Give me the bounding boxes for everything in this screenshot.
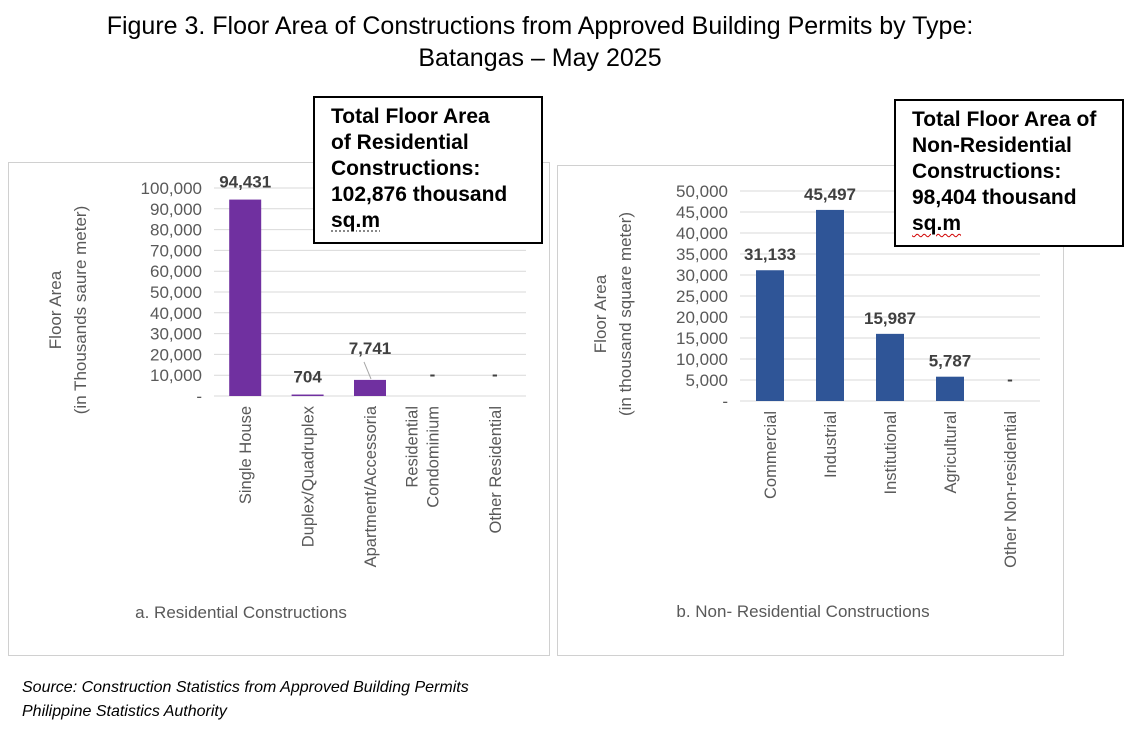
x-category-label-line: Single House — [237, 406, 256, 505]
callout-line: of Residential — [331, 131, 469, 154]
bar — [936, 377, 964, 401]
y-tick-label: 80,000 — [150, 220, 202, 240]
callout-line — [331, 208, 525, 234]
x-category-label-line: Institutional — [882, 411, 900, 495]
callout-unit: sq.m — [912, 212, 962, 235]
y-tick-label: 50,000 — [150, 283, 202, 302]
y-tick-label: 30,000 — [150, 324, 202, 344]
x-category-label — [1002, 411, 1020, 568]
callout-line: Total Floor Area of — [912, 108, 1097, 131]
x-category-label — [822, 411, 840, 478]
x-category-label-line: Agricultural — [942, 411, 960, 494]
callout-line: Constructions: — [912, 160, 1062, 183]
y-tick-label: 30,000 — [676, 266, 728, 285]
callout-line: 102,876 thousand — [331, 183, 508, 206]
x-category-label — [237, 406, 255, 504]
x-category-label-line: Residential — [403, 406, 422, 488]
callout-line: Total Floor Area — [331, 105, 490, 128]
x-category-label — [403, 406, 442, 508]
y-tick-label: 20,000 — [150, 345, 202, 365]
x-category-label — [300, 405, 318, 547]
data-label: 31,133 — [744, 245, 796, 265]
figure-title — [0, 10, 1080, 74]
y-tick-label: 90,000 — [150, 199, 202, 219]
bar — [816, 210, 844, 401]
y-axis-subtitle: (in thousand square meter) — [616, 211, 635, 417]
residential-total-callout — [313, 96, 543, 244]
x-category-label-line: Industrial — [822, 411, 840, 478]
x-category-label — [942, 411, 960, 494]
y-axis-title: Floor Area — [591, 274, 610, 354]
y-axis-subtitle: (in Thousands saure meter) — [71, 205, 90, 415]
x-category-label-line: Other Non-residential — [1002, 411, 1020, 568]
data-label: - — [1007, 370, 1013, 389]
y-tick-label: 10,000 — [150, 366, 202, 386]
y-tick-label: 100,000 — [140, 179, 202, 198]
y-tick-label: 35,000 — [676, 245, 728, 264]
non-residential-total-callout — [894, 99, 1124, 247]
y-tick-label: 40,000 — [150, 303, 202, 323]
source-line-2: Philippine Statistics Authority — [22, 703, 227, 720]
y-tick-label: 10,000 — [676, 350, 728, 369]
bar — [354, 380, 386, 396]
bar — [876, 334, 904, 401]
data-label: 7,741 — [348, 338, 392, 358]
source-note — [22, 676, 469, 724]
x-category-label — [362, 405, 380, 567]
y-tick-label: 20,000 — [676, 308, 728, 327]
bar — [756, 270, 784, 401]
x-category-label-line: Condominium — [424, 406, 443, 508]
x-category-label — [882, 411, 900, 494]
data-label: 704 — [293, 367, 322, 387]
y-tick-label: 45,000 — [676, 203, 728, 222]
data-label: 45,497 — [804, 184, 856, 204]
chart-title: a. Residential Constructions — [135, 603, 347, 622]
callout-line: 98,404 thousand — [912, 186, 1077, 209]
x-category-label-line: Apartment/Accessoria — [362, 406, 380, 568]
callout-line: Constructions: — [331, 157, 481, 180]
callout-line: Non-Residential — [912, 134, 1072, 157]
x-category-label-line: Duplex/Quadruplex — [299, 406, 318, 548]
bar — [292, 395, 324, 397]
data-label: 94,431 — [219, 172, 272, 192]
figure-title-line-1: Figure 3. Floor Area of Constructions from Approved Building Permits by Type: — [106, 12, 974, 40]
data-label: 15,987 — [864, 308, 916, 328]
y-tick-label: 15,000 — [676, 329, 728, 348]
figure-title-line-2: Batangas – May 2025 — [418, 44, 662, 72]
y-axis-title: Floor Area — [46, 270, 65, 350]
x-category-label-line: Other Residential — [486, 406, 505, 534]
y-tick-label: 40,000 — [676, 224, 728, 243]
bar — [229, 200, 261, 396]
y-tick-label: 25,000 — [676, 287, 728, 306]
y-tick-label: 60,000 — [150, 262, 202, 282]
x-category-label-line: Commercial — [762, 411, 780, 500]
y-tick-label: - — [196, 387, 202, 406]
source-line-1: Source: Construction Statistics from Approved Building Permits — [22, 679, 469, 696]
data-label: - — [491, 365, 498, 384]
data-label: 5,787 — [928, 351, 972, 371]
y-tick-label: 5,000 — [685, 371, 728, 390]
x-category-label — [487, 406, 505, 533]
y-tick-label: - — [722, 392, 728, 411]
y-tick-label: 50,000 — [676, 182, 728, 201]
data-label: - — [429, 365, 436, 384]
x-category-label — [762, 411, 780, 499]
callout-unit: sq.m — [331, 209, 381, 232]
chart-title: b. Non- Residential Constructions — [676, 602, 930, 621]
callout-line — [912, 211, 1106, 237]
data-label-leader — [364, 362, 371, 379]
y-tick-label: 70,000 — [150, 241, 202, 261]
